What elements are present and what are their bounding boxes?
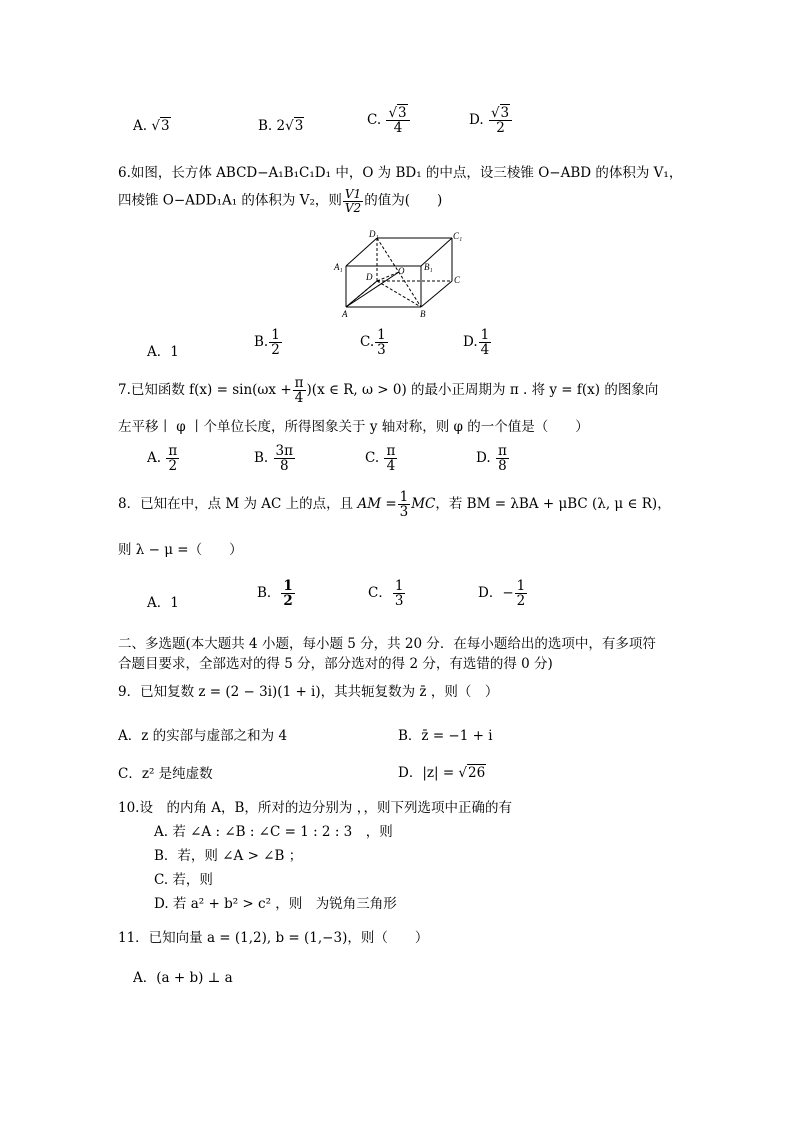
segment-ad-solid xyxy=(346,281,377,307)
label-b: B xyxy=(420,309,426,319)
q6-option-b-fraction xyxy=(269,328,282,357)
q7-stem-line2: 左平移丨 φ 丨个单位长度，所得图象关于 y 轴对称，则 φ 的一个值是（ ） xyxy=(118,419,589,435)
q8-am-vector: AM = xyxy=(357,496,397,513)
q7-option-a-num: π xyxy=(168,443,178,459)
q6-option-b-label: B. xyxy=(254,334,269,351)
q8-option-d-label: D．− xyxy=(478,585,514,602)
q7-option-a-fraction xyxy=(166,444,179,473)
q6-ratio-fraction xyxy=(343,188,363,214)
q8-stem-line1-pre: 8．已知在中，点 M 为 AC 上的点，且 xyxy=(118,496,354,513)
q8-option-d xyxy=(478,579,528,608)
segment-db xyxy=(377,281,421,307)
label-d1: D₁ xyxy=(369,229,379,239)
q6-option-c-den: 3 xyxy=(377,342,386,359)
q8-option-d-fraction xyxy=(515,579,528,608)
q8-stem-line2: 则 λ − μ =（ ） xyxy=(118,542,243,558)
q7-option-b-den: 8 xyxy=(279,458,289,475)
q6-stem-line2 xyxy=(118,188,442,214)
q5-option-c xyxy=(367,106,411,135)
q8-stem-line1 xyxy=(118,490,671,519)
q5-option-d-den: 2 xyxy=(496,120,505,137)
q5-option-d-radicand: 3 xyxy=(500,105,510,121)
q8-mc-vector: MC xyxy=(411,496,436,513)
q8-option-d-num: 1 xyxy=(516,578,526,594)
q9-stem: 9．已知复数 z = (2 − 3i)(1 + i)，其共轭复数为 z̄ ，则（ ） xyxy=(118,684,499,700)
q7-option-c-label: C. xyxy=(365,450,380,467)
q8-stem-line1-post: ，若 BM = λBA + μBC (λ, μ ∈ R)， xyxy=(435,496,671,513)
q7-phase-fraction xyxy=(293,376,306,405)
q10-option-d: D. 若 a² + b² > c² ，则 为锐角三角形 xyxy=(154,896,397,912)
q8-option-c-label: C． xyxy=(368,585,392,602)
q6-option-c-fraction xyxy=(375,328,388,357)
q10-stem: 10.设 的内角 A，B，所对的边分别为 ，，则下列选项中正确的有 xyxy=(118,800,512,816)
q8-option-c-num: 1 xyxy=(394,578,404,594)
q6-option-b-den: 2 xyxy=(271,342,280,359)
q6-option-d-den: 4 xyxy=(480,342,490,359)
q6-ratio-num: V1 xyxy=(344,187,362,201)
q7-stem-line1-post: )(x ∈ R, ω > 0) 的最小正周期为 π . 将 y = f(x) 的图象向 xyxy=(306,382,659,399)
q9-option-d-label: D．|z| = xyxy=(398,765,455,781)
q5-option-c-fraction: $\frac{√3}{4}$ xyxy=(386,106,409,135)
q5-option-d-label: D. xyxy=(469,112,484,129)
q10-option-b: B．若，则 ∠A > ∠B ； xyxy=(154,848,303,864)
q7-option-b-label: B. xyxy=(254,450,269,467)
q6-option-d xyxy=(463,328,492,357)
label-b1: B₁ xyxy=(424,262,433,272)
label-a1: A₁ xyxy=(334,262,343,272)
q6-option-d-num: 1 xyxy=(480,327,490,343)
q9-option-d-radicand: 26 xyxy=(468,765,486,781)
q5-option-a-radicand: 3 xyxy=(160,118,170,134)
q8-option-c-den: 3 xyxy=(394,593,404,610)
q7-option-b-fraction xyxy=(274,444,295,473)
q11-stem: 11．已知向量 a = (1,2), b = (1,−3)，则（ ） xyxy=(118,930,429,946)
q6-option-c-num: 1 xyxy=(377,327,386,343)
label-c: C xyxy=(454,275,461,285)
q7-option-c-den: 4 xyxy=(386,458,396,475)
q8-third-num: 1 xyxy=(399,489,409,505)
edge-a1d1 xyxy=(346,238,377,266)
q7-option-b-num: 3π xyxy=(275,443,293,459)
q6-stem-line2-pre: 四棱锥 O−ADD₁A₁ 的体积为 V₂，则 xyxy=(118,192,342,209)
q7-stem-line1 xyxy=(118,376,658,405)
q7-option-d-label: D. xyxy=(476,450,491,467)
q7-option-a-label: A. xyxy=(147,450,162,467)
q6-option-c xyxy=(360,328,389,357)
q7-option-c-fraction xyxy=(384,444,397,473)
q6-option-c-label: C. xyxy=(360,334,375,351)
q8-option-c-fraction xyxy=(393,579,406,608)
q7-stem-line1-pre: 7.已知函数 f(x) = sin(ωx + xyxy=(118,382,292,399)
q6-option-d-fraction xyxy=(479,328,492,357)
q7-option-a-den: 2 xyxy=(168,458,178,475)
q8-option-b-label: B． xyxy=(257,585,281,602)
q6-cuboid-figure xyxy=(332,228,462,320)
q8-option-b xyxy=(257,579,296,608)
label-d: D xyxy=(366,272,373,282)
q5-option-d-fraction: $\frac{√3}{2}$ xyxy=(489,106,512,135)
q9-option-c: C．z² 是纯虚数 xyxy=(118,766,213,782)
q7-option-d-den: 8 xyxy=(498,458,507,475)
q5-option-b: B. 2√3 xyxy=(258,118,304,134)
q9-option-b: B．z̄ = −1 + i xyxy=(398,728,493,744)
label-c1: C₁ xyxy=(453,231,462,241)
section2-header-line1: 二、多选题(本大题共 4 小题，每小题 5 分，共 20 分．在每小题给出的选项中，有多项符 xyxy=(118,636,656,652)
q5-option-d xyxy=(469,106,513,135)
q8-option-d-den: 2 xyxy=(516,593,526,610)
q8-option-a: A．1 xyxy=(147,595,179,611)
q10-option-a: A. 若 ∠A : ∠B : ∠C = 1 : 2 : 3 ，则 xyxy=(154,824,393,840)
q7-option-b xyxy=(254,444,296,473)
q7-option-a xyxy=(147,444,180,473)
q8-option-b-fraction xyxy=(281,579,294,608)
q11-option-a: A．(a + b) ⊥ a xyxy=(133,970,233,986)
q7-option-c xyxy=(365,444,398,473)
q8-third-fraction xyxy=(398,490,411,519)
q9-option-a: A．z 的实部与虚部之和为 4 xyxy=(118,728,288,744)
q9-option-d: D．|z| = √26 xyxy=(398,765,486,781)
q6-stem-line1: 6.如图，长方体 ABCD−A₁B₁C₁D₁ 中，O 为 BD₁ 的中点，设三棱锥 O−ABD 的体积为 V₁， xyxy=(118,165,683,181)
q5-option-c-radicand: 3 xyxy=(398,105,407,121)
q5-option-a-label: A. xyxy=(133,118,148,134)
label-a: A xyxy=(342,309,348,319)
q7-phase-num: π xyxy=(294,375,304,391)
q8-option-b-den: 2 xyxy=(283,593,293,610)
q6-stem-line2-post: 的值为( ) xyxy=(364,192,443,209)
q8-option-c xyxy=(368,579,406,608)
q8-third-den: 3 xyxy=(399,504,409,521)
q10-option-c: C. 若，则 xyxy=(154,872,213,888)
q5-option-a: A. √3 xyxy=(133,118,170,134)
q7-option-d-num: π xyxy=(497,443,507,459)
q6-ratio-den: V2 xyxy=(344,200,362,215)
q8-option-b-num: 1 xyxy=(283,578,293,594)
q5-option-c-label: C. xyxy=(367,112,382,129)
edge-bc xyxy=(421,281,452,307)
q6-option-d-label: D. xyxy=(463,334,478,351)
q5-option-b-label: B. 2 xyxy=(258,118,286,134)
q7-option-c-num: π xyxy=(386,443,396,459)
q5-option-b-radicand: 3 xyxy=(294,118,304,134)
q6-option-a: A．1 xyxy=(147,344,179,360)
q7-option-d xyxy=(476,444,510,473)
section2-header-line2: 合题目要求，全部选对的得 5 分，部分选对的得 2 分，有选错的得 0 分) xyxy=(118,656,553,672)
q7-option-d-fraction xyxy=(496,444,509,473)
q6-option-b-num: 1 xyxy=(271,327,280,343)
q5-option-c-den: 4 xyxy=(393,120,403,137)
label-o: O xyxy=(398,266,405,276)
q6-option-b xyxy=(254,328,283,357)
q7-phase-den: 4 xyxy=(294,390,304,407)
